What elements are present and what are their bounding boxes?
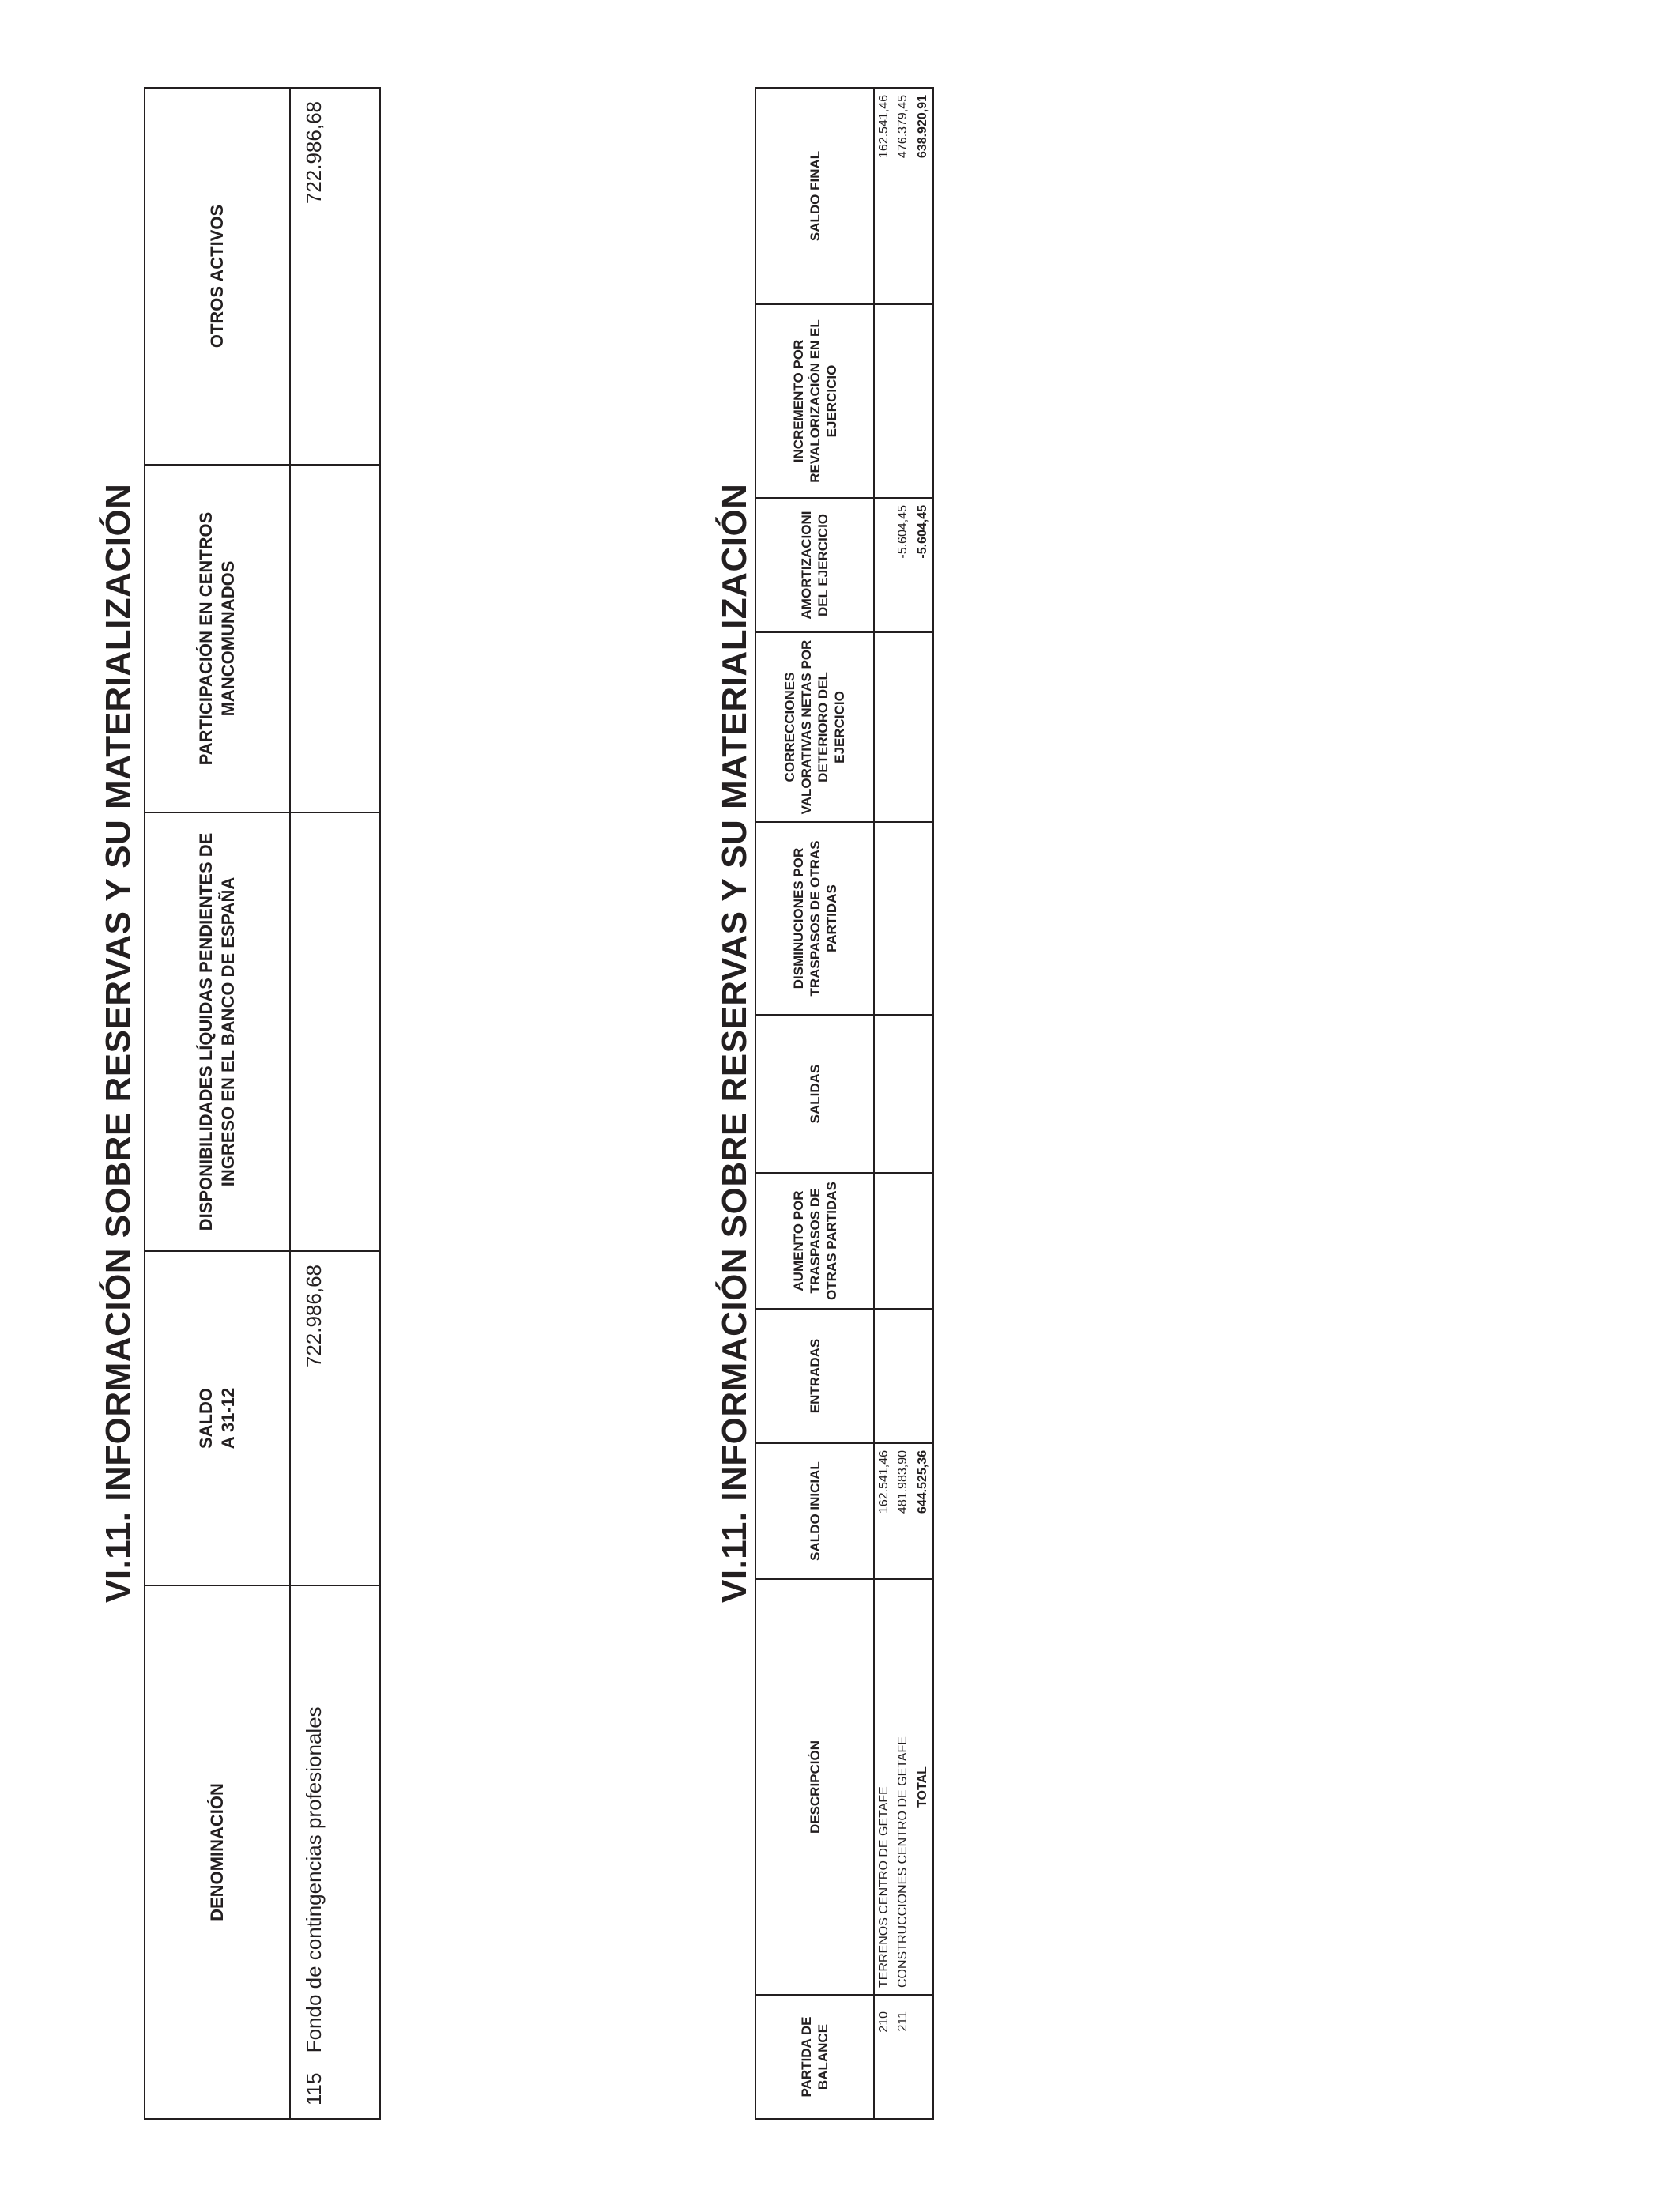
- cell-denominacion: [290, 1585, 380, 2119]
- header-incremento: INCREMENTO POR REVALORIZACIÓN EN EL EJERCICIO: [755, 304, 874, 498]
- cell-saldo-final: 162.541,46: [874, 88, 894, 304]
- header-participacion: PARTICIPACIÓN EN CENTROS MANCOMUNADOS: [145, 465, 290, 812]
- header-salidas: SALIDAS: [755, 1015, 874, 1173]
- cell-disponibilidades: [290, 812, 380, 1251]
- cell-aumento: [874, 1173, 894, 1309]
- cell-partida: 211: [894, 1995, 913, 2119]
- row-name: Fondo de contingencias profesionales: [302, 1706, 326, 2053]
- cell-correcciones: [874, 632, 894, 822]
- cell-otros-activos: 722.986,68: [290, 88, 380, 465]
- total-row: [913, 88, 934, 2119]
- section-1-title: VI.11. INFORMACIÓN SOBRE RESERVAS Y SU MATERIALIZACIÓN: [99, 483, 137, 1603]
- row-code: 115: [302, 2072, 326, 2105]
- cell-saldo-inicial: 481.983,90: [894, 1443, 913, 1579]
- table-header-row: [755, 88, 874, 2119]
- cell-disminuciones: [894, 822, 913, 1015]
- cell-amortizacion: [874, 498, 894, 632]
- header-descripcion: DESCRIPCIÓN: [755, 1579, 874, 1995]
- header-correcciones: CORRECCIONES VALORATIVAS NETAS POR DETERIORO DEL EJERCICIO: [755, 632, 874, 822]
- header-partida: PARTIDA DE BALANCE: [755, 1995, 874, 2119]
- table-row: [290, 88, 380, 2119]
- cell-partida: [913, 1995, 934, 2119]
- cell-entradas: [913, 1309, 934, 1443]
- cell-amortizacion: -5.604,45: [894, 498, 913, 632]
- total-label: TOTAL: [913, 1579, 934, 1995]
- cell-incremento: [874, 304, 894, 498]
- header-amortizacion: AMORTIZACIONI DEL EJERCICIO: [755, 498, 874, 632]
- cell-salidas: [913, 1015, 934, 1173]
- table-header-row: [145, 88, 290, 2119]
- cell-descripcion: CONSTRUCCIONES CENTRO DE GETAFE: [894, 1579, 913, 1995]
- cell-salidas: [874, 1015, 894, 1173]
- cell-correcciones: [894, 632, 913, 822]
- total-saldo-inicial: 644.525,36: [913, 1443, 934, 1579]
- header-aumento: AUMENTO POR TRASPASOS DE OTRAS PARTIDAS: [755, 1173, 874, 1309]
- total-amortizacion: -5.604,45: [913, 498, 934, 632]
- cell-disminuciones: [913, 822, 934, 1015]
- cell-saldo-final: 476.379,45: [894, 88, 913, 304]
- header-denominacion: DENOMINACIÓN: [145, 1585, 290, 2119]
- cell-entradas: [874, 1309, 894, 1443]
- cell-aumento: [894, 1173, 913, 1309]
- table-row: [874, 88, 894, 2119]
- cell-disminuciones: [874, 822, 894, 1015]
- header-disponibilidades: DISPONIBILIDADES LÍQUIDAS PENDIENTES DE INGRESO EN EL BANCO DE ESPAÑA: [145, 812, 290, 1251]
- cell-saldo-inicial: 162.541,46: [874, 1443, 894, 1579]
- header-entradas: ENTRADAS: [755, 1309, 874, 1443]
- cell-participacion: [290, 465, 380, 812]
- header-saldo: [145, 1251, 290, 1585]
- reserves-summary-table: [144, 87, 381, 2120]
- cell-correcciones: [913, 632, 934, 822]
- header-otros-activos: OTROS ACTIVOS: [145, 88, 290, 465]
- cell-descripcion: TERRENOS CENTRO DE GETAFE: [874, 1579, 894, 1995]
- section-2-title: VI.11. INFORMACIÓN SOBRE RESERVAS Y SU MATERIALIZACIÓN: [715, 483, 754, 1603]
- cell-incremento: [913, 304, 934, 498]
- table-row: [894, 88, 913, 2119]
- header-saldo-final: SALDO FINAL: [755, 88, 874, 304]
- cell-incremento: [894, 304, 913, 498]
- cell-entradas: [894, 1309, 913, 1443]
- total-saldo-final: 638.920,91: [913, 88, 934, 304]
- cell-partida: 210: [874, 1995, 894, 2119]
- cell-aumento: [913, 1173, 934, 1309]
- header-disminuciones: DISMINUCIONES POR TRASPASOS DE OTRAS PARTIDAS: [755, 822, 874, 1015]
- header-saldo-inicial: SALDO INICIAL: [755, 1443, 874, 1579]
- reserves-movements-table: [755, 87, 934, 2120]
- header-saldo-line2: A 31-12: [218, 1387, 238, 1449]
- cell-salidas: [894, 1015, 913, 1173]
- cell-saldo: 722.986,68: [290, 1251, 380, 1585]
- header-saldo-line1: SALDO: [196, 1388, 216, 1449]
